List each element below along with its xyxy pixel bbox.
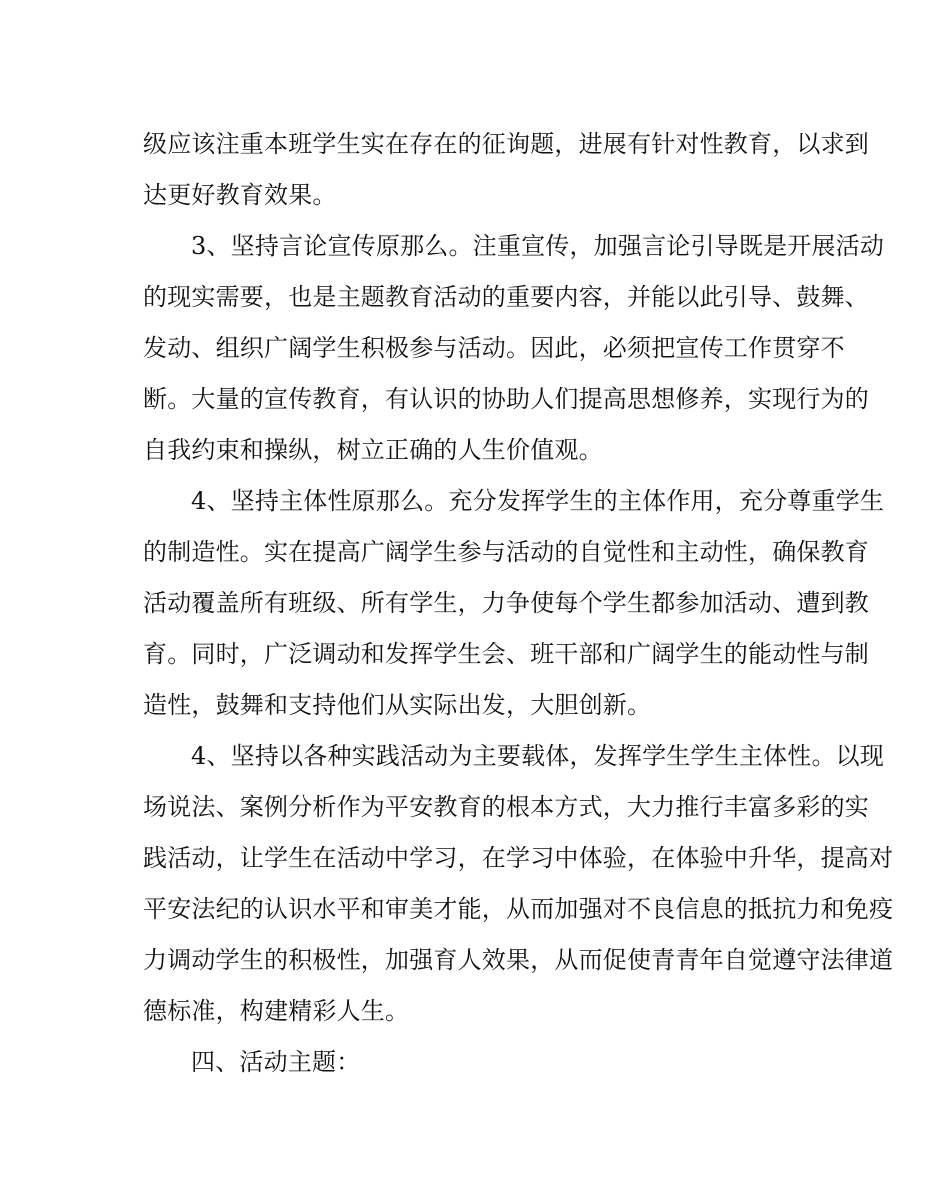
text-line: 的制造性。实在提高广阔学生参与活动的自觉性和主动性，确保教育 — [143, 538, 869, 566]
text-line: 断。大量的宣传教育，有认识的协助人们提高思想修养，实现行为的 — [143, 385, 869, 413]
section-heading-activity-theme: 四、活动主题： — [191, 1048, 361, 1076]
text-line: 平安法纪的认识水平和审美才能，从而加强对不良信息的抵抗力和免疫 — [143, 895, 894, 923]
text-line: 发动、组织广阔学生积极参与活动。因此，必须把宣传工作贯穿不 — [143, 334, 845, 362]
text-line: 活动覆盖所有班级、所有学生，力争使每个学生都参加活动、遭到教 — [143, 589, 869, 617]
text-line: 育。同时，广泛调动和发挥学生会、班干部和广阔学生的能动性与制 — [143, 640, 869, 668]
paragraph-3-start: 3、坚持言论宣传原那么。注重宣传，加强言论引导既是开展活动 — [191, 232, 885, 260]
paragraph-4b-start: 4、坚持以各种实践活动为主要载体，发挥学生学生主体性。以现 — [191, 742, 885, 770]
paragraph-4-start: 4、坚持主体性原那么。充分发挥学生的主体作用，充分尊重学生 — [191, 487, 885, 515]
text-line: 达更好教育效果。 — [143, 181, 337, 209]
text-line: 践活动，让学生在活动中学习，在学习中体验，在体验中升华，提高对 — [143, 844, 894, 872]
text-line: 德标准，构建精彩人生。 — [143, 997, 410, 1025]
text-line: 级应该注重本班学生实在存在的征询题，进展有针对性教育，以求到 — [143, 130, 869, 158]
text-line: 的现实需要，也是主题教育活动的重要内容，并能以此引导、鼓舞、 — [143, 283, 869, 311]
text-line: 力调动学生的积极性，加强育人效果，从而促使青青年自觉遵守法律道 — [143, 946, 894, 974]
text-line: 造性，鼓舞和支持他们从实际出发，大胆创新。 — [143, 691, 652, 719]
text-line: 自我约束和操纵，树立正确的人生价值观。 — [143, 436, 603, 464]
text-line: 场说法、案例分析作为平安教育的根本方式，大力推行丰富多彩的实 — [143, 793, 869, 821]
